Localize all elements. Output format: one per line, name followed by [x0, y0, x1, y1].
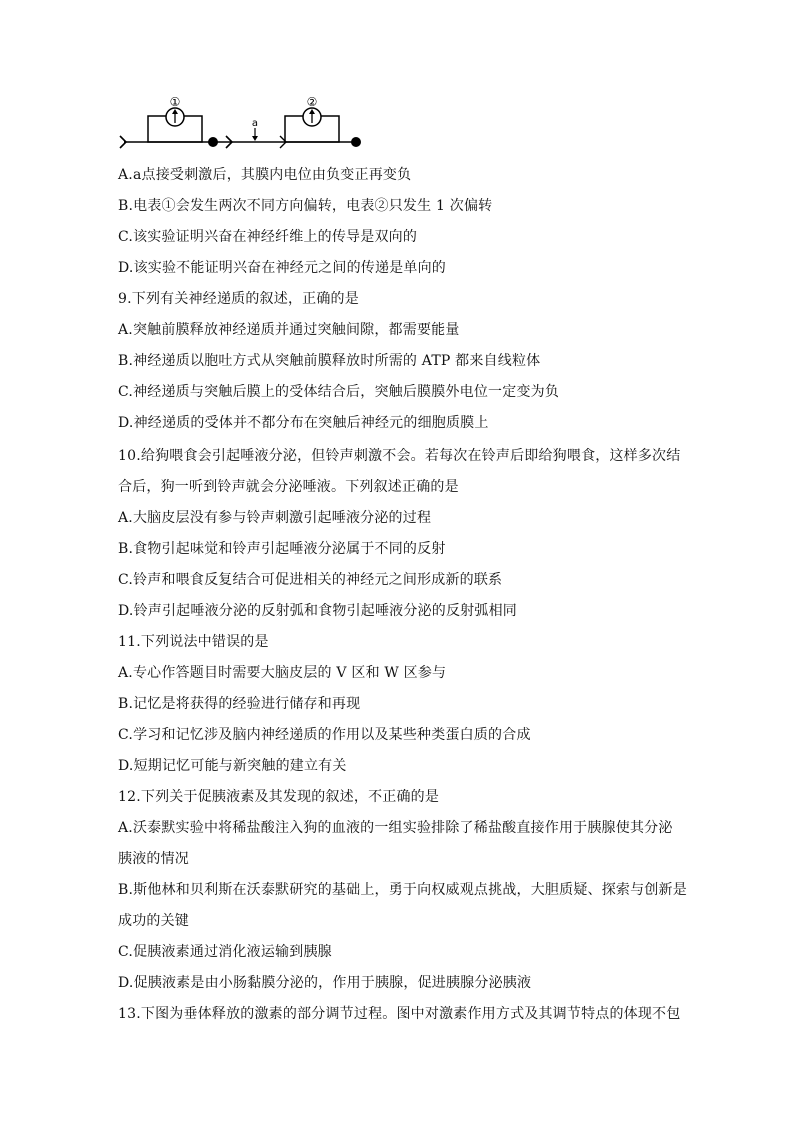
question-heading: 9.下列有关神经递质的叙述，正确的是	[118, 291, 359, 307]
text-line: B.电表①会发生两次不同方向偏转，电表②只发生 1 次偏转	[118, 198, 493, 214]
meter2-label: ②	[306, 96, 318, 109]
text-line: B.食物引起味觉和铃声引起唾液分泌属于不同的反射	[118, 541, 446, 557]
text-line: A.专心作答题目时需要大脑皮层的 V 区和 W 区参与	[118, 665, 447, 681]
point-a-label: a	[251, 118, 259, 129]
text-line: D.短期记忆可能与新突触的建立有关	[118, 758, 347, 774]
terminal-dot-2	[351, 137, 361, 147]
text-line: B.神经递质以胞吐方式从突触前膜释放时所需的 ATP 都来自线粒体	[118, 353, 541, 369]
question-heading: 10.给狗喂食会引起唾液分泌，但铃声刺激不会。若每次在铃声后即给狗喂食，这样多次结	[118, 448, 681, 464]
text-line: D.促胰液素是由小肠黏膜分泌的，作用于胰腺，促进胰腺分泌胰液	[118, 975, 532, 991]
stimulus-arrow-head	[252, 136, 258, 141]
text-line: C.铃声和喂食反复结合可促进相关的神经元之间形成新的联系	[118, 572, 503, 588]
text-line: B.记忆是将获得的经验进行储存和再现	[118, 696, 361, 712]
text-line: C.神经递质与突触后膜上的受体结合后，突触后膜膜外电位一定变为负	[118, 384, 560, 400]
text-line: 胰液的情况	[118, 851, 189, 867]
text-line: B.斯他林和贝利斯在沃泰默研究的基础上，勇于向权威观点挑战，大胆质疑、探索与创新是	[118, 882, 687, 898]
text-line: 成功的关键	[118, 913, 189, 929]
nerve-fiber-diagram	[118, 96, 368, 156]
text-line: A.大脑皮层没有参与铃声刺激引起唾液分泌的过程	[118, 510, 432, 526]
text-line: D.神经递质的受体并不都分布在突触后神经元的细胞质膜上	[118, 415, 489, 431]
meter1-label: ①	[169, 96, 181, 109]
text-line: C.学习和记忆涉及脑内神经递质的作用以及某些种类蛋白质的合成	[118, 727, 531, 743]
question-heading: 13.下图为垂体释放的激素的部分调节过程。图中对激素作用方式及其调节特点的体现不包	[118, 1006, 681, 1022]
text-line: D.该实验不能证明兴奋在神经元之间的传递是单向的	[118, 260, 446, 276]
text-line: C.该实验证明兴奋在神经纤维上的传导是双向的	[118, 229, 418, 245]
question-heading: 12.下列关于促胰液素及其发现的叙述，不正确的是	[118, 789, 440, 805]
text-line: 合后，狗一听到铃声就会分泌唾液。下列叙述正确的是	[118, 479, 459, 495]
text-line: A.突触前膜释放神经递质并通过突触间隙，都需要能量	[118, 322, 460, 338]
text-line: C.促胰液素通过消化液运输到胰腺	[118, 944, 332, 960]
question-heading: 11.下列说法中错误的是	[118, 634, 269, 650]
terminal-dot-1	[208, 137, 218, 147]
text-line: D.铃声引起唾液分泌的反射弧和食物引起唾液分泌的反射弧相同	[118, 603, 517, 619]
text-line: A.a点接受刺激后，其膜内电位由负变正再变负	[118, 167, 412, 183]
text-line: A.沃泰默实验中将稀盐酸注入狗的血液的一组实验排除了稀盐酸直接作用于胰腺使其分泌	[118, 820, 673, 836]
